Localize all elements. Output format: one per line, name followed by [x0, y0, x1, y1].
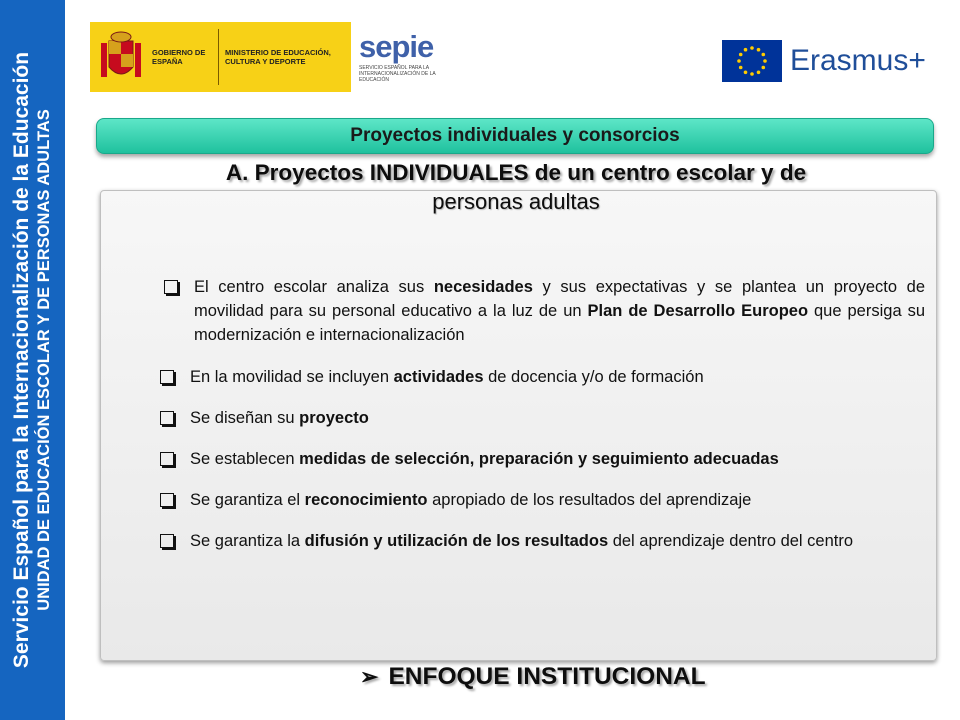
- government-logos: [90, 22, 459, 92]
- checkbox-bullet-icon: [160, 370, 174, 384]
- vertical-sidebar: [0, 0, 65, 720]
- gobierno-text: GOBIERNO DE ESPAÑA: [152, 48, 206, 66]
- checkbox-bullet-icon: [160, 534, 174, 548]
- focus-label: [360, 663, 706, 691]
- bullet-list: [160, 275, 925, 570]
- checkbox-bullet-icon: [164, 280, 178, 294]
- spain-coat-of-arms-icon: [96, 27, 146, 87]
- bullet-item: Se garantiza la difusión y utilización de los resultados del aprendizaje dentro del centro: [160, 529, 925, 553]
- bullet-item: Se diseñan su proyecto: [160, 406, 925, 430]
- erasmus-logo: [722, 40, 926, 82]
- sepie-subtitle: SERVICIO ESPAÑOL PARA LA INTERNACIONALIZACIÓN DE LA EDUCACIÓN: [359, 65, 436, 83]
- heading-line-1: A. Proyectos INDIVIDUALES de un centro escolar y de: [225, 160, 807, 185]
- gobierno-logo: [90, 22, 351, 92]
- bullet-item: En la movilidad se incluyen actividades de docencia y/o de formación: [160, 365, 925, 389]
- sepie-wordmark: sepie: [359, 29, 434, 64]
- sidebar-subtitle: UNIDAD DE EDUCACIÓN ESCOLAR Y DE PERSONAS ADULTAS: [35, 109, 53, 611]
- sidebar-title: Servicio Español para la Internacionalización de la Educación: [10, 51, 33, 669]
- focus-text: ENFOQUE INSTITUCIONAL: [388, 663, 706, 690]
- checkbox-bullet-icon: [160, 411, 174, 425]
- checkbox-bullet-icon: [160, 452, 174, 466]
- bullet-item: El centro escolar analiza sus necesidades y sus expectativas y se plantea un proyecto de movilidad para su personal educativo a la luz de un Plan de Desarrollo Europeo que persiga su modernización e internacionalización: [164, 275, 925, 347]
- ministerio-text: MINISTERIO DE EDUCACIÓN, CULTURA Y DEPORTE: [225, 48, 331, 66]
- bullet-item: Se garantiza el reconocimiento apropiado de los resultados del aprendizaje: [160, 488, 925, 512]
- erasmus-wordmark: Erasmus+: [790, 44, 926, 77]
- checkbox-bullet-icon: [160, 493, 174, 507]
- section-banner: Proyectos individuales y consorcios: [96, 118, 934, 154]
- heading-line-2: personas adultas: [432, 189, 600, 214]
- eu-flag-icon: [722, 40, 782, 82]
- sepie-logo: [351, 22, 459, 92]
- sidebar-text: [10, 0, 54, 720]
- arrow-bullet-icon: ➢: [360, 664, 379, 689]
- bullet-item: Se establecen medidas de selección, preparación y seguimiento adecuadas: [160, 447, 925, 471]
- logo-divider: [218, 29, 219, 85]
- slide-heading: [96, 158, 936, 216]
